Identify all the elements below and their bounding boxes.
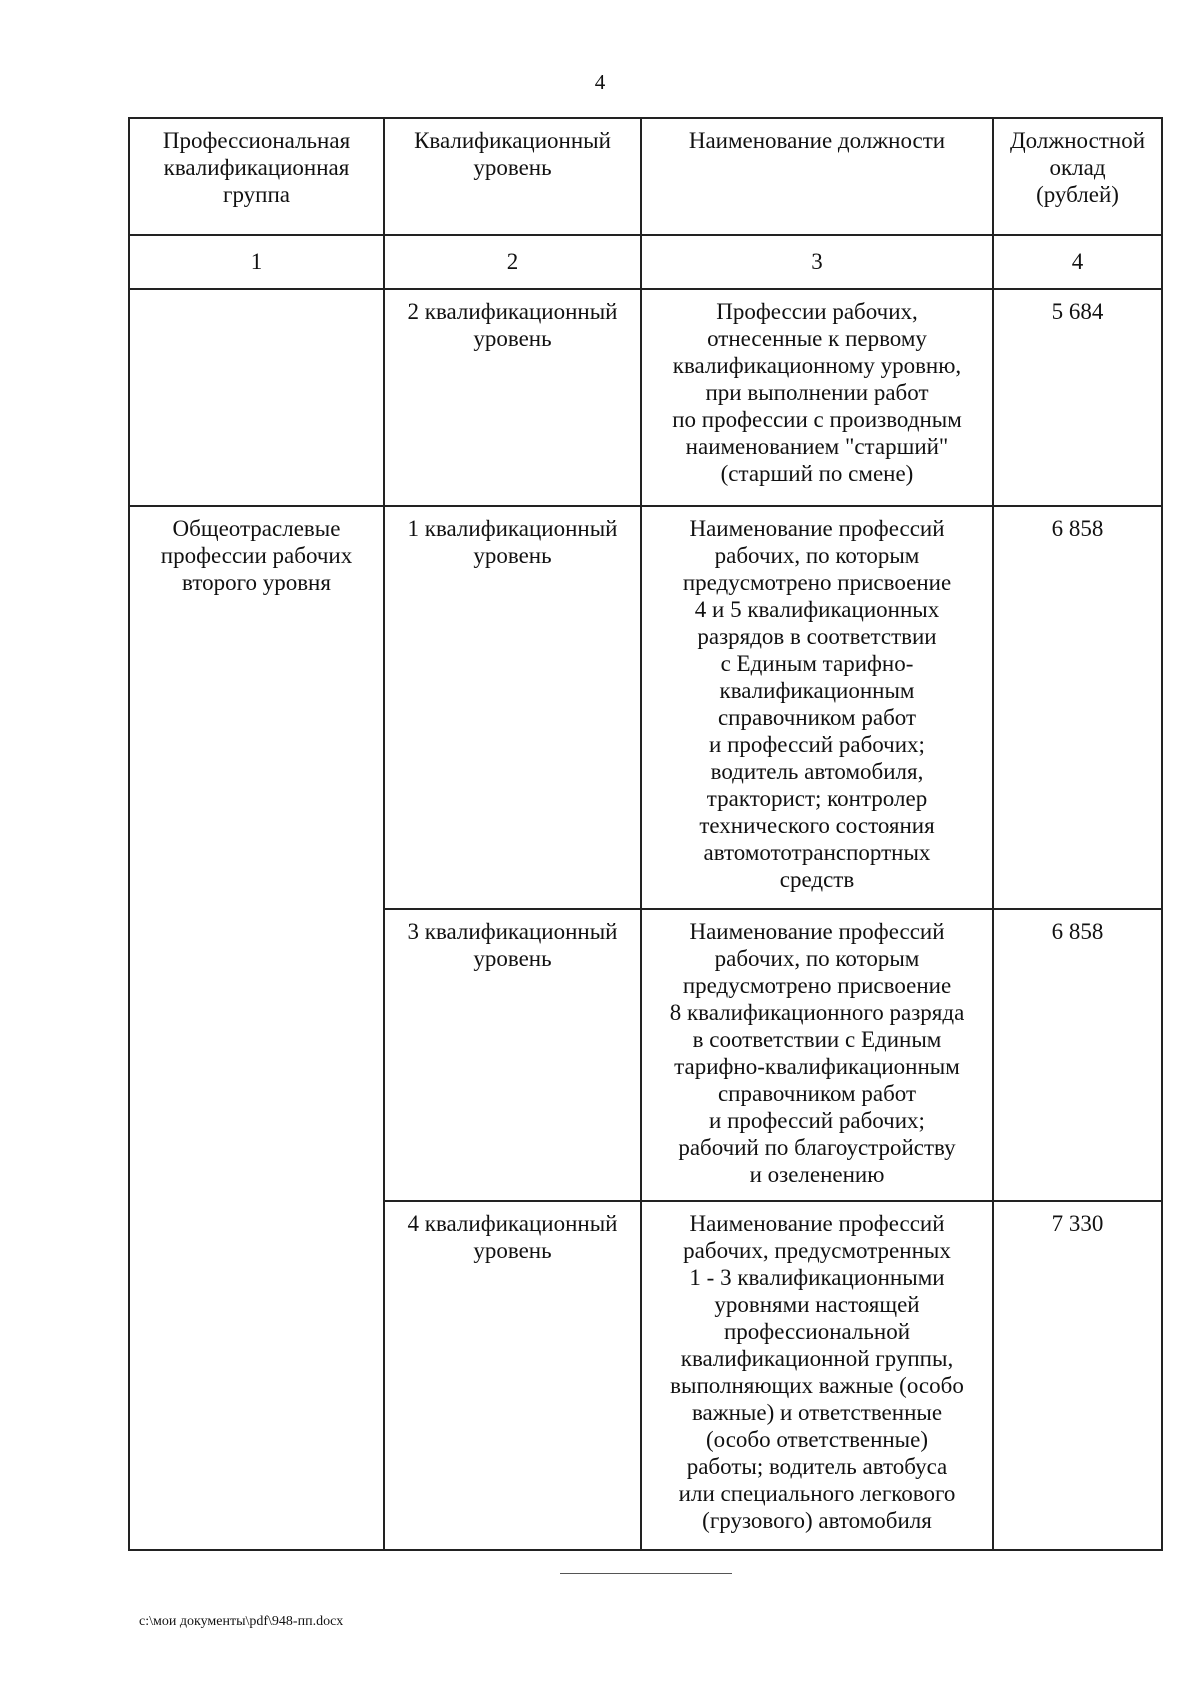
column-number: 2 <box>384 235 641 289</box>
column-number: 4 <box>993 235 1162 289</box>
header-group: Профессиональная квалификационная группа <box>129 118 384 235</box>
header-level: Квалификационный уровень <box>384 118 641 235</box>
salary-cell: 6 858 <box>993 506 1162 909</box>
header-salary: Должностной оклад (рублей) <box>993 118 1162 235</box>
level-cell: 2 квалификационный уровень <box>384 289 641 506</box>
table-row <box>129 289 1162 506</box>
salary-table <box>128 117 1163 1551</box>
level-cell: 1 квалификационный уровень <box>384 506 641 909</box>
column-number: 1 <box>129 235 384 289</box>
page-number: 4 <box>594 70 606 94</box>
position-cell: Наименование профессий рабочих, предусмотренных 1 - 3 квалификационными уровнями настоящей профессиональной квалификационной группы, выполняющих важные (особо важные) и ответственные (особо ответственные) работы; водитель автобуса или специального легкового (грузового) автомобиля <box>641 1201 993 1550</box>
salary-cell: 6 858 <box>993 909 1162 1201</box>
column-number: 3 <box>641 235 993 289</box>
table-row <box>129 506 1162 909</box>
position-cell: Наименование профессий рабочих, по которым предусмотрено присвоение 4 и 5 квалификационных разрядов в соответствии с Единым тарифно- квалификационным справочником работ и профессий рабочих; водитель автомобиля, тракторист; контролер технического состояния автомототранспортных средств <box>641 506 993 909</box>
level-cell: 3 квалификационный уровень <box>384 909 641 1201</box>
salary-cell: 7 330 <box>993 1201 1162 1550</box>
position-cell: Профессии рабочих, отнесенные к первому квалификационному уровню, при выполнении работ по профессии с производным наименованием "старший" (старший по смене) <box>641 289 993 506</box>
salary-cell: 5 684 <box>993 289 1162 506</box>
file-path: c:\мои документы\pdf\948-пп.docx <box>139 1614 344 1629</box>
column-number-row <box>129 235 1162 289</box>
table-header-row <box>129 118 1162 235</box>
group-cell: Общеотраслевые профессии рабочих второго уровня <box>129 506 384 1550</box>
level-cell: 4 квалификационный уровень <box>384 1201 641 1550</box>
header-position: Наименование должности <box>641 118 993 235</box>
footnote-divider <box>560 1573 732 1574</box>
position-cell: Наименование профессий рабочих, по которым предусмотрено присвоение 8 квалификационного разряда в соответствии с Единым тарифно-квалификационным справочником работ и профессий рабочих; рабочий по благоустройству и озеленению <box>641 909 993 1201</box>
group-cell <box>129 289 384 506</box>
